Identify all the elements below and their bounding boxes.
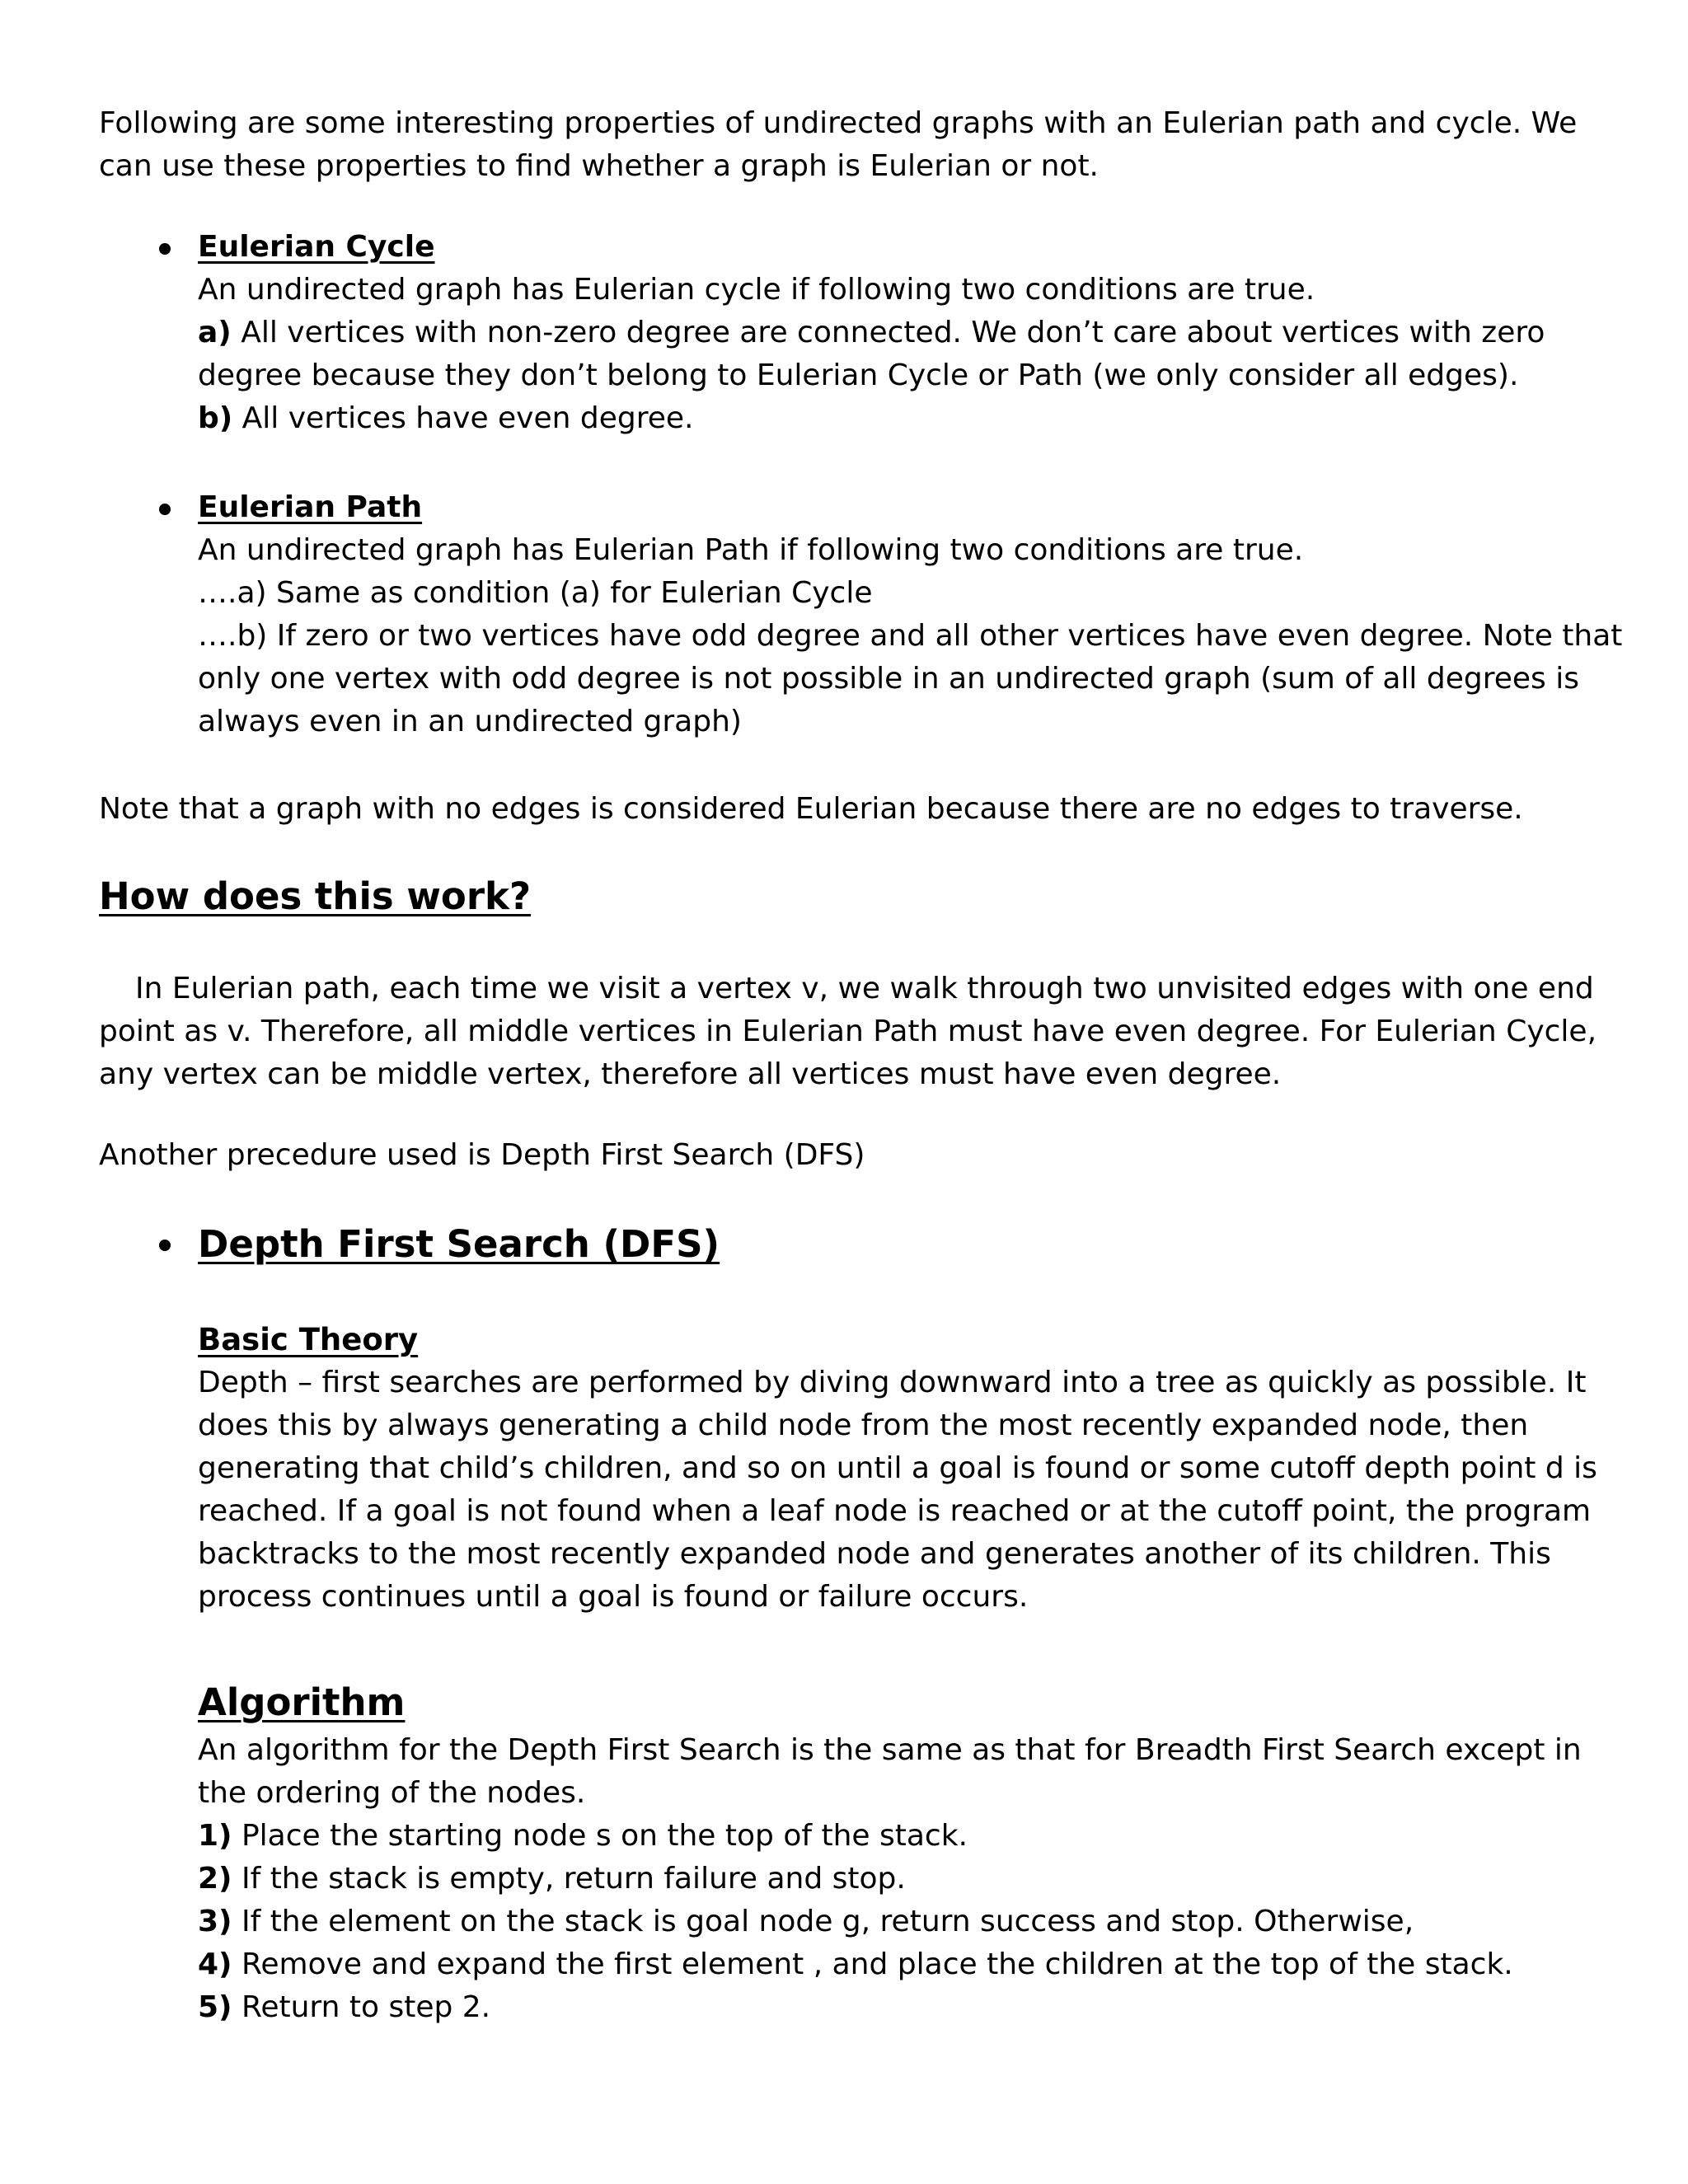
how-heading-block (99, 870, 531, 923)
algorithm-step (198, 1815, 1582, 1858)
eulerian-cycle-condition-b (198, 397, 1545, 440)
how-paragraph (99, 968, 1597, 1096)
how-line-1: In Eulerian path, each time we visit a vertex v, we walk through two unvisited edges with one end (135, 972, 1594, 1005)
algorithm-step (198, 1858, 1582, 1900)
step-text: Place the starting node s on the top of the stack. (232, 1819, 968, 1853)
theory-line: does this by always generating a child node from the most recently expanded node, then (198, 1408, 1529, 1442)
step-number: 1) (198, 1819, 232, 1853)
bullet-icon (159, 504, 171, 515)
eulerian-path-line-1: An undirected graph has Eulerian Path if following two conditions are true. (198, 533, 1304, 567)
eulerian-path-line-3: ….b) If zero or two vertices have odd degree and all other vertices have even degree. Note that (198, 619, 1623, 653)
dfs-title-block (198, 1218, 720, 1271)
algorithm-intro-line-1: An algorithm for the Depth First Search is the same as that for Breadth First Search except in (198, 1733, 1582, 1767)
step-text: Remove and expand the first element , and place the children at the top of the stack. (232, 1947, 1513, 1981)
algorithm-heading: Algorithm (198, 1680, 406, 1724)
eulerian-path-title: Eulerian Path (198, 490, 423, 524)
basic-theory-section (198, 1319, 1597, 1619)
algorithm-intro-line-2: the ordering of the nodes. (198, 1776, 586, 1810)
bullet-icon (159, 243, 171, 255)
algorithm-step (198, 1986, 1582, 2029)
how-line-2: point as v. Therefore, all middle vertices in Eulerian Path must have even degree. For Eulerian Cycle, (99, 1015, 1597, 1048)
condition-a-label: a) (198, 316, 232, 349)
basic-theory-heading: Basic Theory (198, 1322, 419, 1357)
another-paragraph (99, 1134, 865, 1177)
algorithm-step (198, 1900, 1582, 1943)
condition-b-text: All vertices have even degree. (232, 401, 694, 435)
eulerian-cycle-title: Eulerian Cycle (198, 230, 435, 264)
theory-line: Depth – first searches are performed by diving downward into a tree as quickly as possible. It (198, 1366, 1587, 1399)
step-number: 5) (198, 1990, 232, 2024)
step-number: 2) (198, 1862, 232, 1896)
theory-line: reached. If a goal is not found when a leaf node is reached or at the cutoff point, the program (198, 1494, 1592, 1528)
eulerian-path-section (198, 486, 1622, 743)
step-text: If the stack is empty, return failure and stop. (232, 1862, 906, 1896)
note-text: Note that a graph with no edges is considered Eulerian because there are no edges to traverse. (99, 792, 1523, 826)
theory-line: generating that child’s children, and so on until a goal is found or some cutoff depth point d is (198, 1451, 1597, 1485)
step-text: Return to step 2. (232, 1990, 491, 2024)
eulerian-cycle-line-1: An undirected graph has Eulerian cycle if following two conditions are true. (198, 273, 1315, 307)
step-number: 3) (198, 1905, 232, 1938)
note-paragraph (99, 788, 1523, 831)
condition-a-text: All vertices with non-zero degree are connected. We don’t care about vertices with zero (231, 316, 1545, 349)
eulerian-path-line-4: only one vertex with odd degree is not possible in an undirected graph (sum of all degrees is (198, 662, 1579, 696)
eulerian-cycle-section (198, 226, 1545, 440)
theory-line: process continues until a goal is found or failure occurs. (198, 1580, 1029, 1614)
eulerian-cycle-condition-a-cont: degree because they don’t belong to Eulerian Cycle or Path (we only consider all edges). (198, 359, 1519, 392)
bullet-icon (159, 1240, 171, 1251)
another-text: Another precedure used is Depth First Search (DFS) (99, 1138, 865, 1172)
eulerian-cycle-condition-a (198, 312, 1545, 354)
step-number: 4) (198, 1947, 232, 1981)
algorithm-section (198, 1729, 1582, 2029)
step-text: If the element on the stack is goal node g, return success and stop. Otherwise, (232, 1905, 1414, 1938)
condition-b-label: b) (198, 401, 233, 435)
intro-paragraph (99, 102, 1577, 188)
dfs-title: Depth First Search (DFS) (198, 1222, 720, 1266)
how-line-3: any vertex can be middle vertex, therefore all vertices must have even degree. (99, 1057, 1282, 1091)
intro-line-1: Following are some interesting properties of undirected graphs with an Eulerian path and cycle. We (99, 106, 1578, 140)
how-heading: How does this work? (99, 874, 532, 918)
eulerian-path-line-2: ….a) Same as condition (a) for Eulerian Cycle (198, 576, 873, 610)
algorithm-heading-block (198, 1676, 405, 1729)
eulerian-path-line-5: always even in an undirected graph) (198, 705, 742, 738)
theory-line: backtracks to the most recently expanded node and generates another of its children. This (198, 1537, 1551, 1571)
intro-line-2: can use these properties to find whether a graph is Eulerian or not. (99, 149, 1099, 183)
algorithm-step (198, 1943, 1582, 1986)
